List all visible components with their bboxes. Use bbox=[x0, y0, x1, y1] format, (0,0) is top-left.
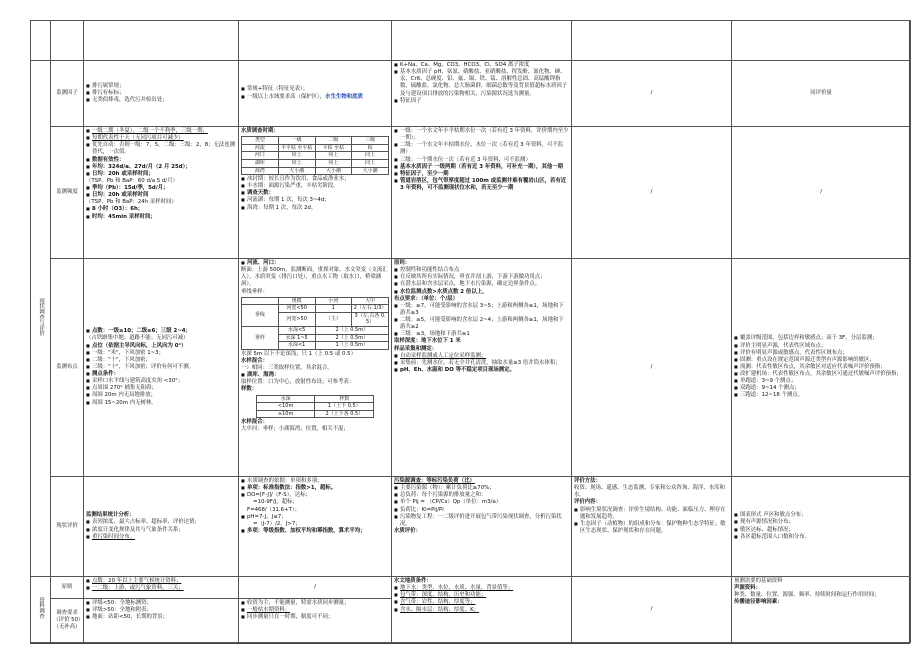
table-cell: 大小潮 bbox=[315, 167, 352, 175]
table-cell: 垂线 bbox=[242, 305, 279, 327]
table-cell: 大小潮 bbox=[352, 167, 389, 175]
table-cell: <10m bbox=[256, 403, 315, 411]
list-item: ■ 优先自动：否则一级：7，5，二级：三级：2，8；无法连测替代，一次值。 bbox=[86, 142, 236, 156]
list-item: ■ 时均：45min 采样时间； bbox=[86, 214, 236, 221]
text-line: 种类、数量、位置、源强、频率、持续时间和运行作用时间； bbox=[734, 592, 880, 599]
list-item: ■ pH=7-J，J≤7； bbox=[241, 514, 389, 521]
block-title: 传播途径影响因素： bbox=[734, 599, 783, 606]
list-item: ■ 基本水质因子 pH、氨氮、硝酸盐、亚硝酸盐、挥发酚、氰化物、砷、汞、Cr6、总硬度、铅、氟、镉、铁、锰、溶解性总固、高锰酸钾指数、硫酸盐、氯化物、总大肠菌群，细菌总数等及背景值超标水质因子及与建设项目排放的污染物相关，污染源状况选为测量。 bbox=[394, 69, 569, 98]
row-label-text: 现状评价 bbox=[56, 522, 78, 529]
table-cell: 河口 bbox=[242, 152, 279, 160]
cell-water bbox=[239, 477, 392, 577]
table-cell: 同上 bbox=[278, 159, 315, 167]
slash-text: / bbox=[650, 363, 653, 370]
cell-water bbox=[239, 61, 392, 127]
list-item: ■ 地面：站距<50，长期的背景； bbox=[86, 614, 236, 621]
text-line: 水样混合： bbox=[241, 419, 268, 426]
table-header-row bbox=[256, 395, 373, 403]
table-cell: 2（上 0.5m） bbox=[315, 327, 389, 335]
list-item: ■ 一般枯水期资料； bbox=[241, 607, 389, 614]
table-cell: 1（上下 0.5） bbox=[315, 403, 374, 411]
row-label-text: 监测频度 bbox=[56, 188, 78, 195]
table-cell: 2（上下各 0.5） bbox=[315, 410, 374, 418]
table-header: 类型 bbox=[242, 137, 279, 145]
list-item: ■ 日均：20h 或采样时间 bbox=[86, 192, 236, 199]
cell-noise bbox=[732, 477, 911, 577]
table-cell: 水深 1~5 bbox=[278, 334, 315, 342]
table-cell: 平枯 至枯 bbox=[315, 144, 352, 152]
header-row bbox=[31, 21, 911, 61]
list-item: ■ 排污属常规； bbox=[86, 83, 236, 90]
list-item: ■ 评级<50：全地标测资； bbox=[86, 600, 236, 607]
block-title: 污染源调查：等标污染负荷（比） bbox=[394, 478, 475, 484]
cell-noise bbox=[732, 127, 911, 259]
table-cell: 1 bbox=[315, 305, 352, 313]
table-cell: 丰平枯 至平枯 bbox=[278, 144, 315, 152]
table-header: 小河 bbox=[315, 297, 352, 305]
sampling-table bbox=[241, 297, 389, 350]
text-line: 收资、现场、遥感、生态监测、专家和公众咨询、海洋、水库和水。 bbox=[574, 485, 725, 499]
row-label-text: 监测布点 bbox=[56, 363, 78, 370]
section-label bbox=[31, 61, 51, 577]
cell-empty bbox=[572, 21, 732, 61]
list-item: ■ 覆盖评级范围，包括边界和敏感点；高于 3F，分层监测； bbox=[734, 335, 908, 342]
text: 一级以上水域要求高（保护区）， bbox=[247, 93, 326, 100]
cell-noise bbox=[732, 61, 911, 127]
list-item: ■ 一二级：上游，或污气象资料，三关； bbox=[86, 585, 236, 592]
list-item: ■ pH、Eh、水温和 DO 等不稳定项目现场测定。 bbox=[394, 367, 569, 374]
sample-count-table bbox=[256, 395, 374, 419]
row-monitor-factor bbox=[31, 61, 911, 127]
list-item: ■ DO=[F-J]/（F-S），达标； bbox=[241, 492, 389, 499]
list-item: ■ K+Na、Ca、Mg、CO3、HCO3、Cl、SO4 离子浓度 bbox=[394, 62, 569, 69]
table-cell: 湖库 bbox=[242, 159, 279, 167]
cell-empty bbox=[239, 21, 392, 61]
list-item: ■ 各区超标范围人口数和分布。 bbox=[734, 534, 908, 541]
table-row bbox=[242, 152, 389, 160]
cell-groundwater bbox=[392, 577, 572, 643]
table-cell: 同上 bbox=[315, 159, 352, 167]
list-item: ■ 影响生境状况调查：评价生境结构、功能、面临压力、理存在题和发展趋势。 bbox=[574, 507, 729, 521]
list-item: ■ 双跑道：9~14 个测点； bbox=[734, 385, 908, 392]
table-header: 水深 bbox=[256, 395, 315, 403]
table-cell: 水深<1 bbox=[278, 342, 315, 350]
list-item: ■ 同步测量只在一时期，制度可不同； bbox=[241, 614, 389, 621]
list-item: ■ 河流湖：每期 1 次，每次 3~4d； bbox=[241, 197, 389, 204]
text-line: 水深 5m 以下不论深浅，只 1（上 0.5 或 0.5） bbox=[241, 350, 357, 357]
survey-period-table bbox=[241, 136, 389, 175]
list-item: ■ 数据有效性： bbox=[86, 157, 236, 164]
list-item: ■ 固测：重点设在规定范围声源迁类型有声源影响的敏区； bbox=[734, 357, 908, 364]
list-item: ■ 现有声源情况和分布； bbox=[734, 519, 908, 526]
formula-line: F=468/（31.6+T）； bbox=[247, 506, 301, 513]
table-header: 三级 bbox=[352, 137, 389, 145]
list-item: ■ 敏区达标、超标情况； bbox=[734, 527, 908, 534]
block-title: 水质调查时期： bbox=[241, 128, 279, 134]
list-item: ■ 收资为主，不能测量，特需水质同步测量； bbox=[241, 600, 389, 607]
row-status-evaluation bbox=[31, 477, 911, 577]
list-item: ■ 包气带：深度、结构、历史和功能； bbox=[394, 592, 569, 599]
cell-ecology bbox=[572, 477, 732, 577]
list-item: ■ 评价主明显声源，代表性区域布点； bbox=[734, 343, 908, 350]
table-cell: 大小潮 bbox=[278, 167, 315, 175]
text-line: 垂线垂样： bbox=[241, 288, 268, 295]
list-item: ■ 三级：≥3，场地和下游共≥1 bbox=[394, 331, 569, 338]
list-item: ■ 水质调查的依据：单项和多项； bbox=[241, 478, 389, 485]
table-cell: 2（上 0.5m） bbox=[315, 334, 389, 342]
list-item: ■ 污染物复工程：一二级评价进开展包气带污染现状调查，分析污染状况。 bbox=[394, 514, 569, 528]
table-cell: 枯 bbox=[352, 144, 389, 152]
list-item: ■ 单个 Pij = （CP/Cs）Qp（单位：m3/a） bbox=[394, 499, 569, 506]
cell-ecology bbox=[572, 61, 732, 127]
cell-noise bbox=[732, 259, 911, 477]
list-item: ■ 8 小时（O3）：6h； bbox=[86, 206, 236, 213]
document-table bbox=[30, 20, 911, 643]
table-header: 样数 bbox=[315, 395, 374, 403]
table-header: 规模 bbox=[278, 297, 315, 305]
list-item: ■ 水位监测点数>水质点数 2 倍以上， bbox=[394, 289, 569, 296]
cell-empty bbox=[392, 21, 572, 61]
list-item: ■ 排污有标标； bbox=[86, 90, 236, 97]
section-label-text: 现状调查与评价 bbox=[38, 298, 45, 336]
table-cell: 河宽>50 bbox=[278, 312, 315, 326]
cell-ecology bbox=[572, 577, 732, 643]
table-row bbox=[242, 305, 389, 313]
table-cell: 同上 bbox=[352, 159, 389, 167]
text-line: （TSP、Pb 和 BaP：24h 采样时间） bbox=[86, 199, 177, 206]
text-line: （占铁路集中地；道路不能；无同污可减） bbox=[86, 335, 189, 342]
cell-air bbox=[84, 599, 239, 643]
cell-air bbox=[84, 127, 239, 259]
cell-noise bbox=[732, 577, 911, 643]
list-item: ■ 河流、河口： bbox=[241, 260, 389, 267]
block-title: 监测结果统计分析： bbox=[86, 512, 135, 519]
cell-empty bbox=[31, 21, 51, 61]
table-cell: 2（左右 1/3） bbox=[353, 305, 387, 312]
list-item: ■ 海湾：每期 1 次，每次 2d。 bbox=[241, 205, 389, 212]
block-title: 声源资料： bbox=[734, 585, 761, 592]
list-item: ■ 点位（依据主导风向标，上风向为 0°） bbox=[86, 343, 236, 350]
highlight-text: 水生生物和底质 bbox=[325, 93, 363, 100]
text-line: 断面：上游 500m，监测断面，重探对象、水文突变（支流汇入），水质突变（排污口处），重点水工物（取水口，桥梁涵洞）。 bbox=[241, 267, 388, 288]
text-line: 取样深度：地下水位下 1 米 bbox=[394, 338, 461, 345]
list-item: ■ 含气带：岩性、结构、厚度等； bbox=[394, 599, 569, 606]
row-principle bbox=[31, 577, 911, 599]
cell-groundwater bbox=[392, 259, 572, 477]
list-item: ■ 单项：标准指数法：指数>1，超标。 bbox=[241, 485, 389, 492]
slash-text: / bbox=[650, 605, 653, 612]
slash-text: / bbox=[820, 188, 822, 195]
list-item: ■ 无类似排毒，选代污并检出处； bbox=[86, 97, 236, 104]
list-item: ■ 采集前：先测水位，若无全井孔清洗，抽取水量≥3 倍井筒水体积； bbox=[394, 360, 569, 367]
cell-air bbox=[84, 61, 239, 127]
block-title: 评价内容： bbox=[574, 499, 601, 506]
list-item: ■ 二级：≥5，可能受影响的含水层 2~4；上游和两侧各≥1，场地和下游共≥2 bbox=[394, 317, 569, 331]
list-item: ■ 评级>50：全地和附表； bbox=[86, 607, 236, 614]
list-item: ■ 丰水期：面源污染严重，丰枯劣阶段。 bbox=[241, 183, 389, 190]
cell-air bbox=[84, 577, 239, 599]
text-line: 水质评价： bbox=[394, 527, 421, 534]
row-label-text: 监测因子 bbox=[56, 89, 78, 96]
text-line: 样品采集和测定： bbox=[394, 345, 438, 352]
cell-air bbox=[84, 477, 239, 577]
table-header-row bbox=[242, 137, 389, 145]
list-item: ■ 图表形式 声区和敏点分布； bbox=[734, 512, 908, 519]
table-header-row bbox=[242, 297, 389, 305]
cell-ecology bbox=[572, 127, 732, 259]
list-item: ■ 常规+特征（特征见表）； bbox=[241, 86, 389, 93]
text-line: （TSP、Pb 和 BaP：60 d/a 5 d/月） bbox=[86, 177, 178, 184]
table-cell: 同上 bbox=[352, 152, 389, 160]
list-item: ■ 评价有明显声源或敏感点，代表性区域布点； bbox=[734, 350, 908, 357]
row-label bbox=[51, 61, 84, 127]
cell-water bbox=[239, 259, 392, 477]
table-cell: 1（上 0.5m） bbox=[315, 342, 389, 350]
list-item: ■ 地下水：类型、水位、水质、水量、背景值等； bbox=[394, 585, 569, 592]
list-item: ■ 日均：20h 或采样时间； bbox=[86, 171, 236, 178]
table-header: 大中 bbox=[352, 297, 389, 305]
table-cell: 河流 bbox=[242, 144, 279, 152]
cell-water bbox=[239, 577, 392, 599]
cell-groundwater bbox=[392, 477, 572, 577]
text-line: 预测需要的基础资料 bbox=[734, 578, 783, 584]
text-line: 取样位置：口为中心，放射性布设；可参考表： bbox=[241, 379, 355, 386]
cell-air bbox=[84, 259, 239, 477]
list-item: ■ 每期代表性于天（无同污项目可减少） bbox=[86, 135, 236, 142]
slash-text: / bbox=[650, 89, 653, 96]
cell-empty bbox=[732, 21, 911, 61]
row-monitor-points bbox=[31, 259, 911, 477]
list-item: ■ 二级：一个水文年丰枯期水位、水位一次（若有近 3 年资料，可不监测） bbox=[394, 142, 569, 156]
list-item: ■ 特征因子 bbox=[394, 98, 569, 105]
list-item: ■ 季均（Pb）：15d/季，5d/月； bbox=[86, 185, 236, 192]
table-cell: 同上 bbox=[315, 152, 352, 160]
list-item: ■ 周围 15~20m 内无树林。 bbox=[86, 400, 236, 407]
list-item: ■ 自动采样监测或人工定位采样监测； bbox=[394, 353, 569, 360]
table-cell: 河宽<50 bbox=[278, 305, 315, 313]
formula-line: =10-9F/J，超标； bbox=[253, 499, 298, 506]
list-item: ■ 特征因子，至少一期 bbox=[394, 171, 569, 178]
row-label-text: 调查要求（评价 50）（无补高） bbox=[53, 609, 81, 631]
text-line: 布点要求：（单位：个/层） bbox=[394, 295, 458, 302]
list-item: ■ 一级：一个水文年丰平枯期水位一次（若有近 3 年资料，评价期内至少一期）； bbox=[394, 128, 569, 142]
list-item: ■ 生态因子（动植物）的组成和分布：保护物种生态学特征；敏区生态现状、保护现状和存在问题。 bbox=[574, 521, 729, 535]
list-item: ■ 测点条件： bbox=[86, 371, 236, 378]
list-item: ■ 三级："十"，下风加密；评价有何可不测。 bbox=[86, 364, 236, 371]
cell-water bbox=[239, 599, 392, 643]
list-item: ■ 多项：等级指数、加权平均和幂指数，算术平均； bbox=[241, 528, 389, 535]
list-item: ■ 一级：≥7，可能受影响的含水层 3~5；上游和两侧各≥1，场地和下游共≥3 bbox=[394, 303, 569, 317]
list-item: ■ 三级：一个期水位一次（若有近 3 年资料，可不监测） bbox=[394, 157, 569, 164]
table-cell: ≥10m bbox=[256, 410, 315, 418]
table-header: 二级 bbox=[315, 137, 352, 145]
row-label bbox=[51, 477, 84, 577]
table-cell: 垂样 bbox=[242, 327, 279, 350]
section-label-text: 资料调查 bbox=[38, 597, 45, 619]
text-line: 大中河：垂样；小湖海湾；位置，相关不混； bbox=[241, 426, 349, 433]
text-line: 样数： bbox=[241, 386, 258, 393]
list-item: ■ 含水、隔水层：结构、厚度、K； bbox=[394, 607, 569, 614]
list-item: ■ 一级二期（冬夏），二级一个不利季，三级一期； bbox=[86, 128, 236, 135]
table-row bbox=[242, 167, 389, 175]
list-item: ■ 周围 20m 内无局地排放； bbox=[86, 392, 236, 399]
list-item: ■ 改扩建机场：代表性敏区布点，其余敏区可通过代敏噪声评价预指； bbox=[734, 371, 908, 378]
table-row bbox=[242, 144, 389, 152]
slash-text: / bbox=[650, 188, 653, 195]
block-title: 评价方法： bbox=[574, 478, 601, 484]
text-line: 水样混合： bbox=[241, 357, 268, 364]
list-item: ■ 基本水质因子 一级两期（若有近 3 年资料，可补充一期），其他一期 bbox=[394, 164, 569, 171]
row-label bbox=[51, 127, 84, 259]
block-title: 水文地质条件： bbox=[394, 578, 432, 584]
cell-ecology bbox=[572, 259, 732, 477]
list-item: ■ 三跑道：12~18 个测点。 bbox=[734, 392, 908, 399]
table-header: 一级 bbox=[278, 137, 315, 145]
cell-water bbox=[239, 127, 392, 259]
row-label bbox=[51, 599, 84, 643]
list-item: ■ 单跑道：3~9 个测点； bbox=[734, 378, 908, 385]
list-item: ■ 在反映其所有实际情况，垂直井剖上游，下游下游做功用点； bbox=[394, 274, 569, 281]
row-label bbox=[51, 259, 84, 477]
row-monitor-frequency bbox=[31, 127, 911, 259]
row-label bbox=[51, 577, 84, 599]
table-cell: 海湾 bbox=[242, 167, 279, 175]
list-item: ■ 主要污染源（物）：累计负荷比≥70%； bbox=[394, 485, 569, 492]
slash-text: / bbox=[314, 583, 316, 590]
list-item: ■ 一级："米"，下风加密 1~3； bbox=[86, 350, 236, 357]
table-row bbox=[242, 327, 389, 335]
cell-groundwater bbox=[392, 127, 572, 259]
list-item bbox=[241, 94, 389, 101]
list-item: ■ 重污染时间分布。 bbox=[86, 534, 236, 541]
list-item: ■ 表列浓度、最大占标率、超标率、评价达情； bbox=[86, 519, 236, 526]
table-cell: 同上 bbox=[278, 152, 315, 160]
list-item: ■ 总负荷：每个污染源的排放量之和： bbox=[394, 492, 569, 499]
list-item: ■ 二级："十"，下风加密； bbox=[86, 357, 236, 364]
list-item: ■ 流测：代表性敏区布点，其余敏区对适应代表噪声评价预指； bbox=[734, 364, 908, 371]
list-item: ■ 湖库、海湾： bbox=[241, 372, 389, 379]
list-item: ■ 点数：20 年以上主要气候统计资料； bbox=[86, 578, 236, 585]
block-title: 原则： bbox=[394, 260, 411, 266]
cell-groundwater bbox=[392, 61, 572, 127]
cell-empty bbox=[84, 21, 239, 61]
list-item: ■ 点数：一级≥10；二级≥6；三级 2~4； bbox=[86, 328, 236, 335]
list-item: ■ 采样口水平线与建筑高度夹角 <30°； bbox=[86, 378, 236, 385]
list-item: ■ 管道岩溶区，包气带厚度超过 100m 或监测井难有覆岩山区，若有近 3 年资料，可不监测现状位水和，若无至少一期 bbox=[394, 178, 569, 192]
table-row bbox=[256, 403, 373, 411]
table-cell: 水深<5 bbox=[278, 327, 315, 335]
table-cell: 3（左,右各 0.5） bbox=[352, 312, 389, 326]
list-item: ■ 在潜水层和含水层采点，地下水污染源，确定边界条件点。 bbox=[394, 281, 569, 288]
text-line: 一）相同：三类取样位置，其余混合。 bbox=[241, 365, 333, 372]
list-item: ■ 点周围 270° 捕集无阻碍； bbox=[86, 385, 236, 392]
section-label bbox=[31, 577, 51, 643]
cell-empty bbox=[51, 21, 84, 61]
list-item: ■ 浓度日变化规律及其与气象条件关系； bbox=[86, 527, 236, 534]
list-item: ■ 负荷比：Ki=Pij/Pi bbox=[394, 507, 569, 514]
list-item: ■ 控制性和功能性结合布点 bbox=[394, 267, 569, 274]
list-item: ■ 冰封期：较长且作为饮用、食品或渔业水； bbox=[241, 176, 389, 183]
table-cell: （主） bbox=[315, 312, 352, 326]
table-row bbox=[256, 410, 373, 418]
list-item: ■ 调查天数： bbox=[241, 190, 389, 197]
list-item: ■ 年均：324d/a、27d/月（2 月 25d）； bbox=[86, 164, 236, 171]
row-label-text: 原则 bbox=[61, 583, 73, 590]
table-header bbox=[242, 297, 279, 305]
text: 同评价量 bbox=[810, 89, 832, 96]
formula-line: =（J-7）/2，J>7； bbox=[253, 520, 301, 527]
table-row bbox=[242, 159, 389, 167]
